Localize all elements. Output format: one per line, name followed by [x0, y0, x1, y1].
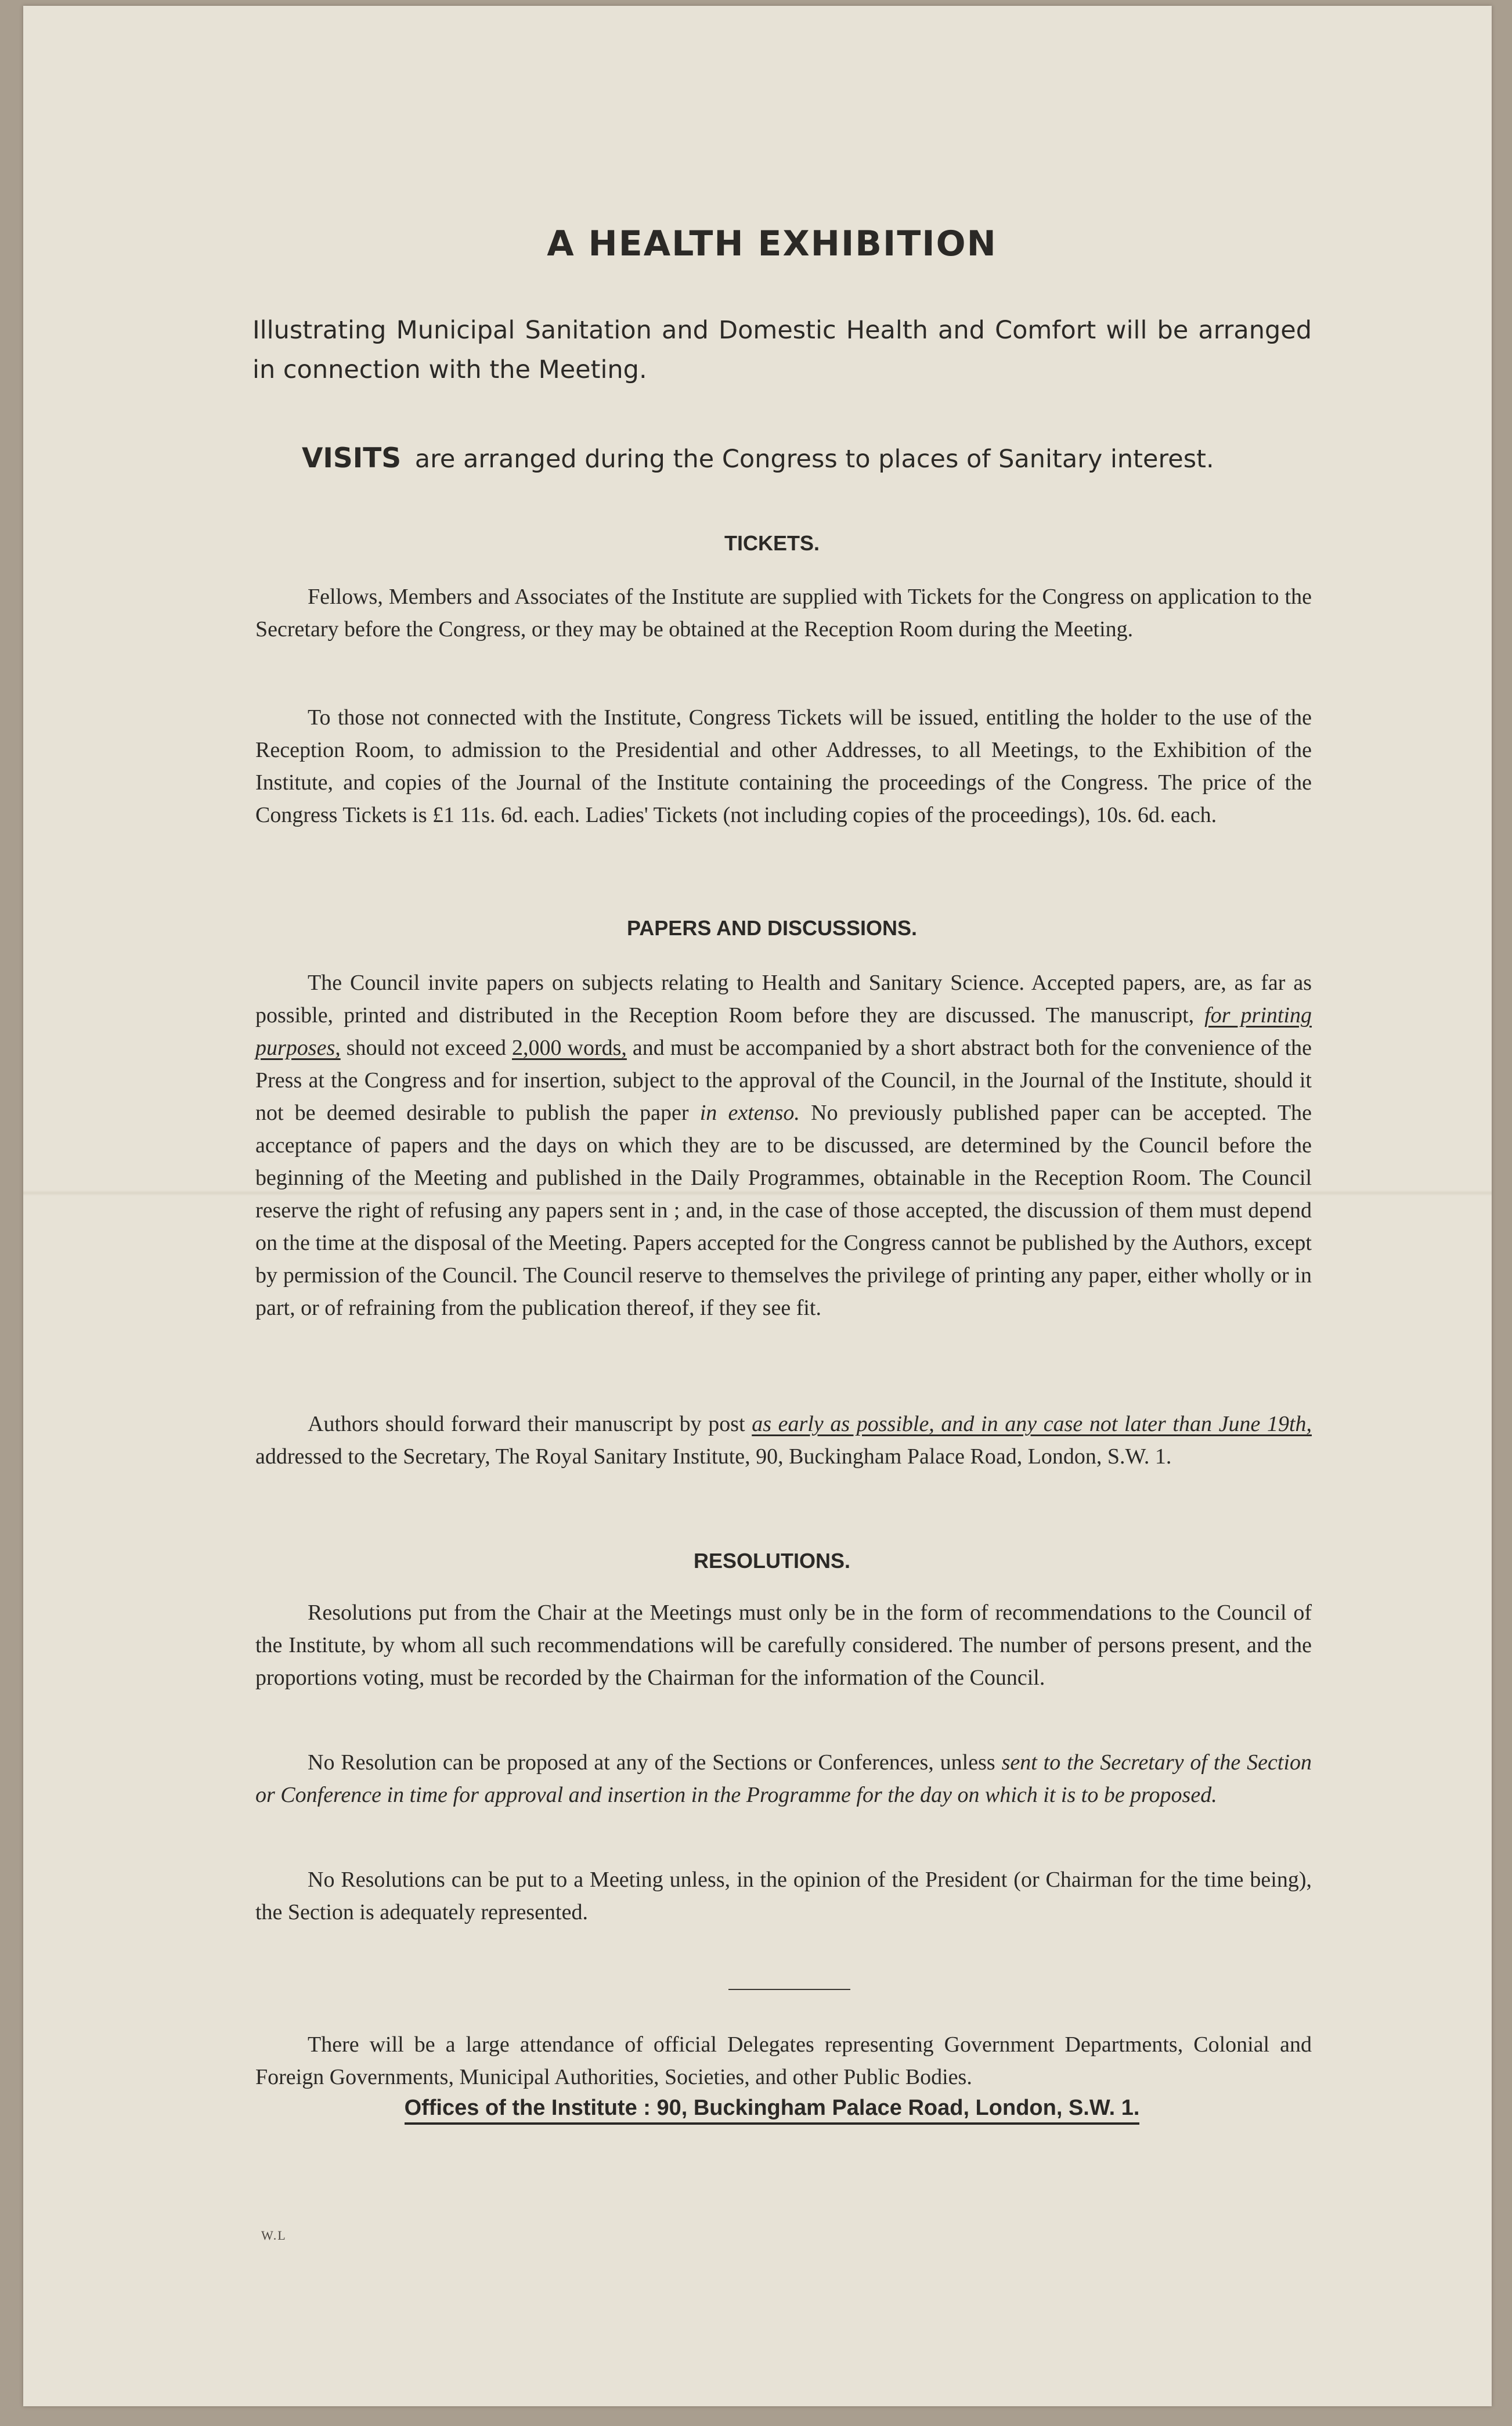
papers-p1-text-b: should not exceed [346, 1036, 507, 1060]
visits-keyword: VISITS [302, 442, 402, 474]
papers-p1-text-d: No previously published paper can be accepted. The acceptance of papers and the days on which they are to be discussed, are determined by the Council before the beginning of the Meeting and published in the Daily Programmes, obtainable in the Reception Room. The Council reserve the right of refusing any papers sent in ; and, in the case of those accepted, the discussion of them must depend on the time at the disposal of the Meeting. Papers accepted for the Congress cannot be published by the Authors, except by permission of the Council. The Council reserve to themselves the privilege of printing any paper, either wholly or in part, or of refraining from the publication thereof, if they see fit. [255, 1101, 1312, 1320]
page-title: A HEALTH EXHIBITION [547, 224, 997, 264]
resolutions-p2-text: No Resolution can be proposed at any of the Sections or Conferences, unless [308, 1750, 995, 1775]
offices-address [232, 2096, 1312, 2121]
resolutions-paragraph-3: No Resolutions can be put to a Meeting unless, in the opinion of the President (or Chairman for the time being), the Section is adequately represented. [255, 1868, 1312, 1924]
papers-p1-underlined-printing-purposes: for printing purposes, [255, 1003, 1312, 1060]
tickets-heading: TICKETS. [724, 531, 820, 555]
visits-text: are arranged during the Congress to places of Sanitary interest. [414, 445, 1214, 474]
papers-p2-text-b: addressed to the Secretary, The Royal Sanitary Institute, 90, Buckingham Palace Road, London, S.W. 1. [255, 1444, 1172, 1469]
papers-p2-text-a: Authors should forward their manuscript by post [308, 1412, 745, 1436]
printer-mark: W.L [261, 2228, 287, 2243]
delegates-paragraph: There will be a large attendance of official Delegates representing Government Departments, Colonial and Foreign Governments, Municipal Authorities, Societies, and other Public Bodies. [255, 2032, 1312, 2089]
papers-p1-underlined-word-limit: 2,000 words, [512, 1036, 627, 1060]
offices-address-text: Offices of the Institute : 90, Buckingham Palace Road, London, S.W. 1. [405, 2096, 1140, 2125]
tickets-paragraph-2: To those not connected with the Institute, Congress Tickets will be issued, entitling the holder to the use of the Reception Room, to admission to the Presidential and other Addresses, to all Meetings, to the Exhibition of the Institute, and copies of the Journal of the Institute containing the proceedings of the Congress. The price of the Congress Tickets is £1 11s. 6d. each. Ladies' Tickets (not including copies of the proceedings), 10s. 6d. each. [255, 705, 1312, 827]
visits-line [302, 442, 1312, 474]
resolutions-heading: RESOLUTIONS. [693, 1549, 851, 1573]
resolutions-p2-italic: sent to the Secretary of the Section or Conference in time for approval and insertion in the Programme for the day on which it is to be proposed. [255, 1750, 1312, 1807]
resolutions-paragraph-1: Resolutions put from the Chair at the Meetings must only be in the form of recommendations to the Council of the Institute, by whom all such recommendations will be carefully considered. The number of persons present, and the proportions voting, must be recorded by the Chairman for the information of the Council. [255, 1600, 1312, 1690]
papers-heading: PAPERS AND DISCUSSIONS. [626, 916, 918, 940]
intro-paragraph: Illustrating Municipal Sanitation and Domestic Health and Comfort will be arranged in connection with the Meeting. [252, 316, 1312, 384]
papers-p1-text-c: and must be accompanied by a short abstract both for the convenience of the Press at the Congress and for insertion, subject to the approval of the Council, in the Journal of the Institute, should it not be deemed desirable to publish the paper [255, 1036, 1312, 1125]
document-page [23, 6, 1492, 2406]
resolutions-paragraph-2 [255, 1746, 1312, 1811]
papers-p2-underlined-deadline: as early as possible, and in any case not later than June 19th, [752, 1412, 1312, 1436]
papers-p1-italic-in-extenso: in extenso. [699, 1101, 800, 1125]
section-divider [728, 1989, 850, 1990]
papers-paragraph-1 [255, 967, 1312, 1324]
tickets-paragraph-1: Fellows, Members and Associates of the Institute are supplied with Tickets for the Congress on application to the Secretary before the Congress, or they may be obtained at the Reception Room during the Meeting. [255, 585, 1312, 641]
papers-p1-text-a: The Council invite papers on subjects relating to Health and Sanitary Science. Accepted papers, are, as far as possible, printed and distributed in the Reception Room before they are discussed. The manuscript, [255, 971, 1312, 1028]
papers-paragraph-2 [255, 1408, 1312, 1473]
